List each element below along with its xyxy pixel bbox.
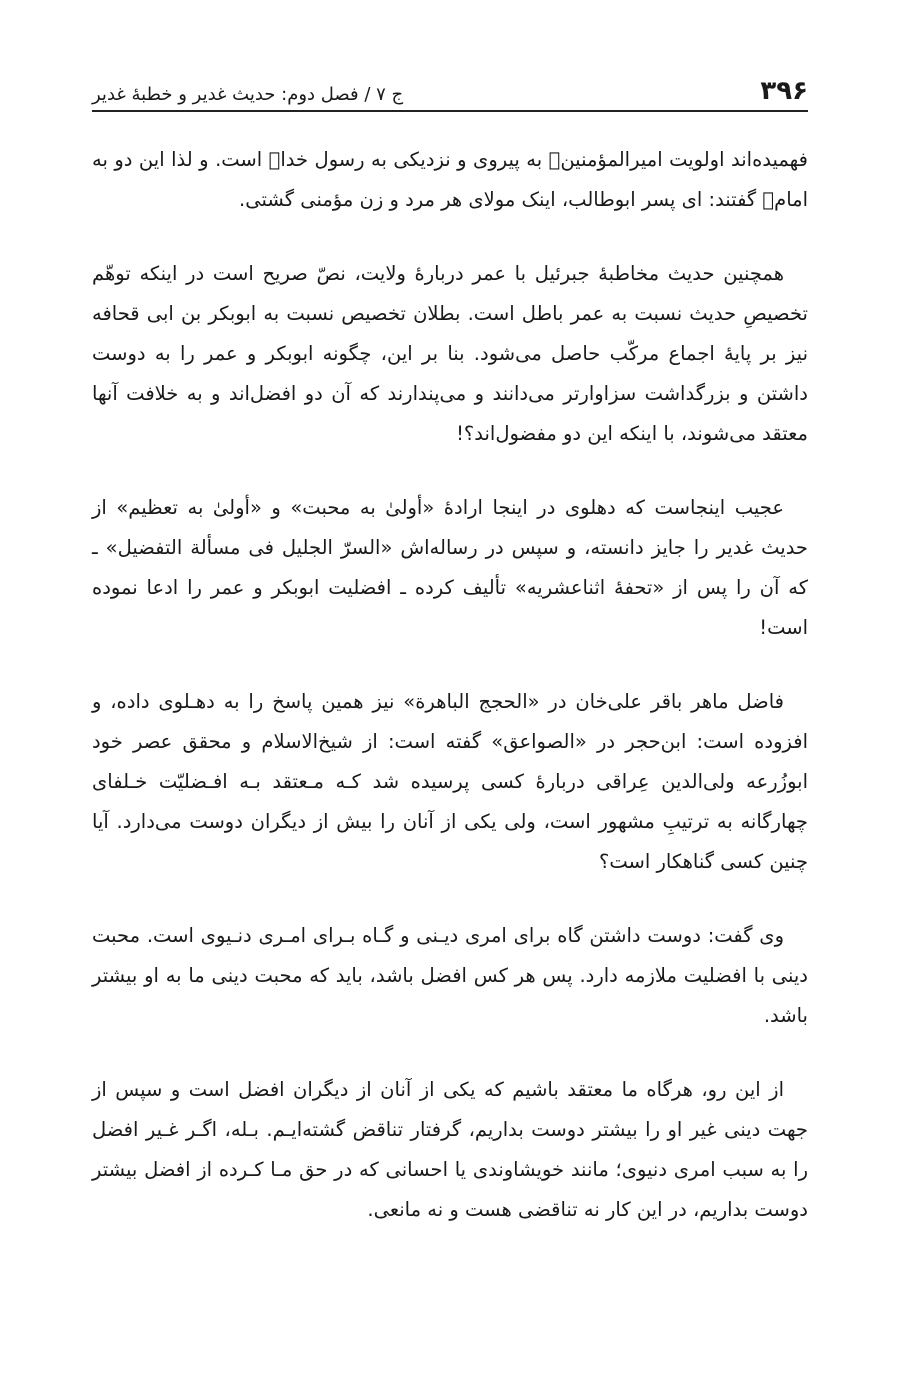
running-title: ج ۷ / فصل دوم: حدیث غدیر و خطبهٔ غدیر — [92, 84, 404, 105]
paragraph: همچنین حدیث مخاطبهٔ جبرئیل با عمر دربارهٔ ولایت، نصّ صریح است در اینکه توهّم تخصیصِ حدیث نسبت به عمر باطل است. بطلان تخصیص نسبت به ابوبکر بن ابی قحافه نیز بر پایهٔ اجماع مرکّب حاصل می‌شود. بنا بر این، چگونه ابوبکر و عمر را به دوست داشتن و بزرگداشت سزاوارتر می‌دانند و می‌پندارند که آن دو افضل‌اند و به خلافت آنها معتقد می‌شوند، با اینکه این دو مفضول‌اند؟! — [92, 262, 808, 445]
page-number: ۳۹۶ — [760, 76, 808, 106]
paragraph: عجیب اینجاست که دهلوی در اینجا ارادهٔ «أولیٰ به محبت» و «أولیٰ به تعظیم» از حدیث غدیر را جایز دانسته، و سپس در رساله‌اش «السرّ الجلیل فی مسألة التفضیل» ـ که آن را پس از «تحفهٔ اثناعشریه» تألیف کرده ـ افضلیت ابوبکر و عمر را ادعا نموده است! — [92, 496, 808, 639]
body-text — [92, 140, 808, 1264]
paragraph: وی گفت: دوست داشتن گاه برای امری دیـنی و گـاه بـرای امـری دنـیوی است. محبت دینی با افضلیت ملازمه دارد. پس هر کس افضل باشد، باید که محبت دینی ما به او بیشتر باشد. — [92, 924, 808, 1027]
paragraph: فاضل ماهر باقر علی‌خان در «الحجج الباهرة» نیز همین پاسخ را به دهـلوی داده، و افزوده است: ابن‌حجر در «الصواعق» گفته است: از شیخ‌الاسلام و محقق عصر خود ابوزُرعه ولی‌الدین عِراقی دربارهٔ کسی پرسیده شد کـه مـعتقد بـه افـضلیّت خـلفای چهارگانه به ترتیبِ مشهور است، ولی یکی از آنان را بیش از دیگران دوست می‌دارد. آیا چنین کسی گناهکار است؟ — [92, 690, 808, 873]
paragraph: از این رو، هرگاه ما معتقد باشیم که یکی از آنان از دیگران افضل است و سپس از جهت دینی غیر او را بیشتر دوست بداریم، گرفتار تناقض گشته‌ایـم. بـله، اگـر غـیر افضل را به سبب امری دنیوی؛ مانند خویشاوندی یا احسانی که در حق مـا کـرده از افضل بیشتر دوست بداریم، در این کار نه تناقضی هست و نه مانعی. — [92, 1078, 808, 1221]
paragraph: فهمیده‌اند اولویت امیرالمؤمنین﷣ به پیروی و نزدیکی به رسول خدا﷑ است. و لذا این دو به امام﷣ گفتند: ای پسر ابوطالب، اینک مولای هر مرد و زن مؤمنی گشتی. — [92, 148, 808, 211]
page-header — [92, 62, 808, 112]
